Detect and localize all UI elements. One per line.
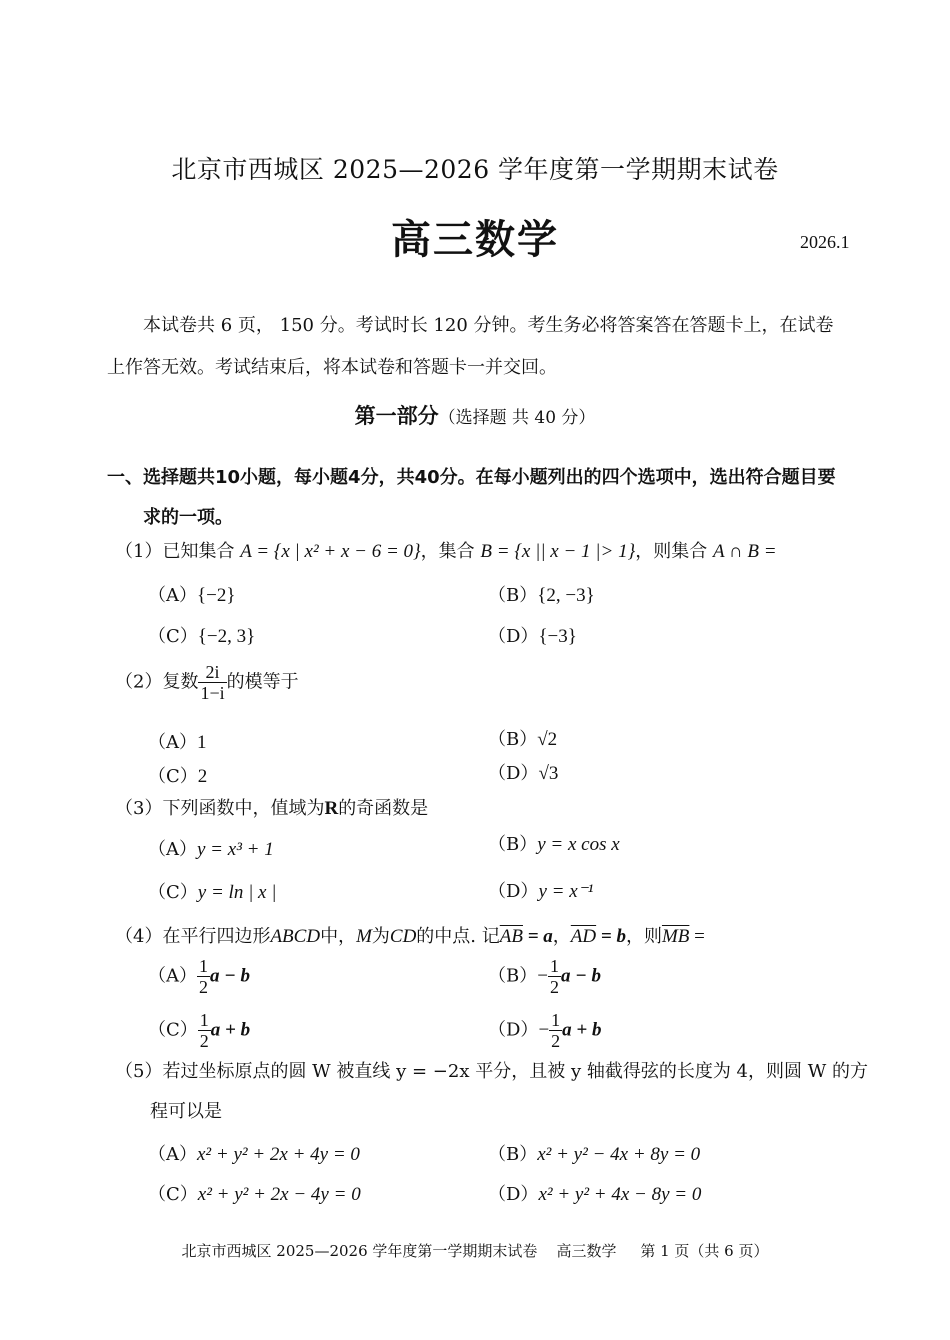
page-footer: 北京市西城区 2025—2026 学年度第一学期期末试卷 高三数学 第 1 页（共 6 页） [181, 1242, 769, 1260]
option-value: y = ln | x | [197, 882, 277, 903]
question-3-stem [115, 794, 428, 820]
q4-option-c [148, 1010, 250, 1051]
q1-option-d [488, 622, 577, 648]
question-1-stem [115, 537, 777, 563]
option-label: （C） [148, 766, 198, 787]
option-label: （B） [488, 1144, 538, 1165]
option-label: （B） [488, 729, 538, 750]
q5-option-c [148, 1180, 361, 1206]
part-title: 第一部分 [354, 404, 439, 428]
option-value: x² + y² + 2x + 4y = 0 [197, 1144, 360, 1165]
segment-cd: CD [389, 926, 417, 947]
option-value: y = x cos x [537, 834, 620, 855]
fraction-numerator: 1 [549, 956, 559, 976]
real-numbers-symbol: R [324, 798, 339, 819]
question-2-stem [115, 662, 299, 703]
option-value: x² + y² − 4x + 8y = 0 [537, 1144, 701, 1165]
option-label: （D） [488, 1184, 539, 1205]
fraction [197, 956, 210, 997]
point-m: M [356, 926, 372, 947]
section-line-1: 一、选择题共10小题，每小题4分，共40分。在每小题列出的四个选项中，选出符合题目要 [107, 467, 836, 488]
fraction-denominator: 2 [199, 977, 208, 997]
vector-mb: $\overline{MB}$ [661, 926, 690, 947]
exam-date: 2026.1 [800, 232, 850, 252]
fraction-numerator: 1 [199, 956, 208, 976]
option-value: a − b [210, 965, 251, 987]
option-value: {−3} [538, 626, 577, 647]
question-5-stem [115, 1057, 868, 1083]
question-number: （3） [115, 798, 163, 819]
fraction [548, 956, 561, 997]
fraction-denominator: 2 [549, 977, 559, 997]
stem-text: 若过坐标原点的圆 W 被直线 y = −2x 平分，且被 y 轴截得弦的长度为 4，则圆 W 的方 [162, 1061, 868, 1082]
set-b-expression: B = {x || x − 1 |> 1} [480, 541, 636, 562]
stem-text: 中， [320, 926, 357, 947]
option-label: （D） [488, 881, 539, 902]
option-value: a − b [560, 965, 601, 987]
q1-option-b [488, 581, 595, 607]
part-subtitle: （选择题 共 40 分） [438, 408, 596, 428]
stem-text: 的模等于 [226, 671, 299, 693]
exam-subject: 高三数学 [391, 217, 559, 263]
q3-option-a [148, 835, 274, 861]
option-label: （A） [148, 585, 197, 606]
part-heading [0, 400, 950, 430]
q2-option-d [488, 759, 558, 785]
q1-option-c [148, 622, 255, 648]
question-number: （2） [115, 671, 163, 693]
fraction-numerator: 2i [198, 662, 226, 683]
parallelogram-label: ABCD [270, 926, 321, 947]
section-instructions [107, 458, 852, 538]
q2-option-c [148, 762, 207, 788]
option-label: （D） [488, 763, 539, 784]
q1-option-a [148, 581, 235, 607]
fraction-denominator: 1−i [200, 683, 225, 703]
vector-b-eq: = b [596, 926, 626, 947]
option-label: （C） [148, 1184, 198, 1205]
option-value: x² + y² + 4x − 8y = 0 [538, 1184, 702, 1205]
stem-text: 已知集合 [162, 541, 235, 562]
stem-text: 的奇函数是 [338, 798, 429, 819]
set-a-expression: A = {x | x² + x − 6 = 0} [240, 541, 421, 562]
intersection-expression: A ∩ B = [712, 541, 777, 562]
fraction-numerator: 1 [551, 1010, 561, 1030]
stem-text: ，集合 [420, 541, 475, 562]
vector-ad: $\overline{AD}$ [570, 926, 597, 947]
fraction-denominator: 2 [551, 1031, 561, 1051]
vector-ab: $\overline{AB}$ [499, 926, 523, 947]
question-number: （4） [115, 926, 163, 947]
question-4-stem [115, 922, 705, 948]
question-number: （1） [115, 541, 163, 562]
option-label: （A） [148, 839, 197, 860]
option-label: （B） [488, 965, 538, 987]
sign: − [538, 1019, 550, 1041]
question-number: （5） [115, 1061, 163, 1082]
fraction [549, 1010, 562, 1051]
option-label: （B） [488, 834, 538, 855]
q4-option-b [488, 956, 601, 997]
equals-sign: = [689, 926, 705, 947]
q5-option-d [488, 1180, 701, 1206]
q3-option-b [488, 830, 620, 856]
q4-option-d [488, 1010, 601, 1051]
option-value: a + b [562, 1019, 602, 1041]
option-label: （A） [148, 1144, 197, 1165]
stem-text: 的中点. 记 [416, 926, 500, 947]
stem-text: 复数 [162, 671, 199, 693]
fraction-denominator: 2 [199, 1031, 209, 1051]
q3-option-c [148, 878, 276, 904]
q5-option-a [148, 1140, 360, 1166]
q2-option-a [148, 728, 207, 754]
stem-text: 下列函数中，值域为 [162, 798, 325, 819]
option-value: √2 [537, 729, 558, 750]
option-value: {2, −3} [537, 585, 595, 606]
complex-fraction [198, 662, 226, 703]
q2-option-b [488, 725, 557, 751]
option-value: 1 [197, 732, 207, 753]
fraction [198, 1010, 211, 1051]
stem-text: ， [552, 926, 571, 947]
stem-text: ，则集合 [635, 541, 708, 562]
section-line-2: 求的一项。 [143, 507, 233, 528]
exam-instructions: 本试卷共 6 页， 150 分。考试时长 120 分钟。考生务必将答案答在答题卡上，在试卷上作答无效。考试结束后，将本试卷和答题卡一并交回。 [107, 315, 834, 378]
vector-a-eq: = a [522, 926, 553, 947]
option-value: {−2, 3} [197, 626, 256, 647]
question-5-stem-cont: 程可以是 [150, 1101, 222, 1122]
sign: − [537, 965, 548, 987]
q5-option-b [488, 1140, 700, 1166]
exam-title: 北京市西城区 2025—2026 学年度第一学期期末试卷 [171, 155, 779, 184]
option-label: （C） [148, 882, 198, 903]
option-value: x² + y² + 2x − 4y = 0 [197, 1184, 361, 1205]
option-value: {−2} [197, 585, 236, 606]
option-label: （D） [488, 626, 539, 647]
q4-option-a [148, 956, 250, 997]
option-label: （C） [148, 626, 198, 647]
option-value: y = x⁻¹ [538, 881, 594, 902]
stem-text: ，则 [625, 926, 662, 947]
option-label: （A） [148, 732, 197, 753]
option-value: a + b [210, 1019, 251, 1041]
option-value: y = x³ + 1 [197, 839, 274, 860]
option-value: √3 [538, 763, 559, 784]
fraction-numerator: 1 [199, 1010, 209, 1030]
option-label: （B） [488, 585, 538, 606]
q3-option-d [488, 877, 593, 903]
option-value: 2 [197, 766, 208, 787]
option-label: （D） [488, 1019, 539, 1041]
stem-text: 为 [371, 926, 390, 947]
option-label: （A） [148, 965, 197, 987]
stem-text: 在平行四边形 [162, 926, 271, 947]
option-label: （C） [148, 1019, 198, 1041]
